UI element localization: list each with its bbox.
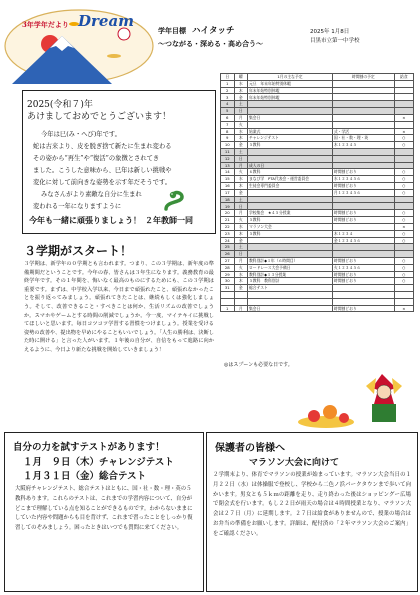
cell-day: 25 [221,244,235,251]
school-name: 目黒市立第一中学校 [310,38,360,44]
table-row [221,135,414,142]
cell-weekday: 土 [234,101,248,108]
cell-weekday [234,298,248,305]
cell-day: 3 [221,94,235,101]
cell-lunch [394,251,413,258]
cell-events: マラソン大会 [248,223,333,230]
grade-goal [158,18,304,58]
cell-events: 集会日 [248,114,333,121]
cell-weekday: 日 [234,108,248,115]
table-row [221,121,414,128]
cell-lunch [394,121,413,128]
cell-day: 1 [221,80,235,87]
cell-timetable [332,121,394,128]
cell-timetable: 木１２３４５ [332,142,394,149]
test-date-2: １月３１日（金）総合テスト [23,471,147,482]
col-header-weekday: 曜 [234,74,248,81]
cell-day: 12 [221,155,235,162]
cell-timetable [332,244,394,251]
cell-day [221,292,235,299]
cell-timetable: 時間割どおり [332,257,394,264]
cell-events: 始業式 [248,128,333,135]
cell-day: 29 [221,271,235,278]
goal-name: ハイタッチ [192,26,235,36]
cell-day: 24 [221,237,235,244]
cell-events: ５教科 [248,217,333,224]
cell-events: ５教科 教科別計 [248,278,333,285]
cell-events [248,251,333,258]
cell-day: 18 [221,196,235,203]
cell-weekday: 金 [234,189,248,196]
cell-lunch: ○ [394,189,413,196]
table-row [221,108,414,115]
cell-events: 総合テスト [248,285,333,292]
cell-timetable: 国・社・数・理・英 [332,135,394,142]
cell-timetable: 式・学活 [332,128,394,135]
cell-day: 16 [221,183,235,190]
cell-events: ５教科 [248,142,333,149]
col-header-day: 日 [221,74,235,81]
cell-day: 13 [221,162,235,169]
cell-timetable: 時間割どおり [332,183,394,190]
table-row [221,285,414,292]
january-schedule [220,73,414,312]
header-banner [4,6,154,84]
cell-lunch: ○ [394,176,413,183]
issue-info [310,28,410,46]
test-heading: 自分の力を試すテストがあります！ [13,442,165,453]
cell-lunch: ○ [394,257,413,264]
cell-lunch [394,148,413,155]
cell-weekday: 土 [234,148,248,155]
marathon-subtitle: マラソン大会に向けて [249,458,340,468]
cell-events: ５教科 [248,230,333,237]
table-row [221,128,414,135]
cell-weekday: 土 [234,196,248,203]
cell-lunch [394,203,413,210]
cell-timetable [332,196,394,203]
greeting-line: 変化に対して前向きな姿勢を示す年だそうです。 [33,179,172,186]
schedule-header-row [221,74,414,81]
cell-weekday: 日 [234,203,248,210]
cell-weekday: 木 [234,230,248,237]
cell-timetable [332,87,394,94]
cell-weekday: 火 [234,264,248,271]
cell-lunch: ○ [394,264,413,271]
cell-weekday: 水 [234,80,248,87]
schedule-note: ◎はスプーンも必要な日です。 [224,362,293,368]
cell-day: 2 [221,87,235,94]
cell-lunch [394,162,413,169]
cell-events [248,237,333,244]
table-row [221,251,414,258]
cell-timetable [332,285,394,292]
cell-timetable: 木１２３４ [332,230,394,237]
cell-weekday: 水 [234,128,248,135]
cell-day: 5 [221,108,235,115]
cell-lunch [394,80,413,87]
table-row [221,94,414,101]
greeting-signature: ２年教師一同 [145,215,193,225]
table-row [221,189,414,196]
table-row [221,101,414,108]
table-row [221,237,414,244]
cell-timetable [332,155,394,162]
cell-events: 元旦 年末年始特別休暇 [248,80,333,87]
col-header-events: 1月の主な予定 [248,74,333,81]
issue-date: 2025年 1月8日 [310,29,350,35]
newsletter-label: 3年学年だより [22,20,69,29]
cell-weekday [234,292,248,299]
greeting-line: その姿から“再生”や“復活”の象徴とされてき [33,155,160,162]
cell-lunch: ○ [394,278,413,285]
cell-lunch: ○ [394,230,413,237]
greeting-line: ました。こうした意味から、巳年は新しい挑戦や [33,167,172,174]
cell-weekday: 水 [234,223,248,230]
greeting-year: 2025(令和７)年 [27,100,93,110]
cell-timetable [332,251,394,258]
cell-weekday: 月 [234,114,248,121]
cell-day: 20 [221,210,235,217]
cell-day: 30 [221,278,235,285]
newsletter-title: Dream [78,12,135,30]
cell-events: 集会日 [248,305,333,312]
cell-weekday: 木 [234,135,248,142]
cell-lunch: ○ [394,169,413,176]
schedule-rows [221,80,414,312]
goal-label: 学年目標 [158,27,186,35]
marathon-title: 保護者の皆様へ [215,443,285,454]
cell-events [248,148,333,155]
cell-events: 成人の日 [248,162,333,169]
cell-weekday: 月 [234,257,248,264]
table-row [221,244,414,251]
marathon-body: ２学期末より、体育でマラソンの授業が始まっています。マラソン大会当日の１月２２日（水）は体操服で登校し、学校から二色ノ浜パークタウンまで歩いて向かいます。男女とも５ｋｍの距離を走り、走り終わった後はショッピングー広場で閉会式を行います。もし２２日が雨天の場合は４時間授業となり、マラソン大会は２７日（月）に延期します。２７日は給食がありませんので、授業の場合はお弁当の準備をお願いします。詳細は、配付済の「２年マラソン大会のご案内」をご確認ください。 [213,472,411,537]
marathon-notice [206,432,418,592]
col-header-timetable: 時間割の予定 [332,74,394,81]
cell-lunch [394,101,413,108]
cell-weekday: 月 [234,210,248,217]
cell-lunch [394,298,413,305]
cell-lunch [394,292,413,299]
cell-weekday: 月 [234,305,248,312]
cell-events [248,101,333,108]
table-row [221,162,414,169]
test-date-1: １月 ９日（木）チャレンジテスト [23,457,174,468]
table-row [221,203,414,210]
cell-day: 10 [221,142,235,149]
cell-timetable [332,298,394,305]
cell-lunch [394,196,413,203]
greeting-title: あけましておめでとうございます！ [27,112,172,122]
cell-day: 15 [221,176,235,183]
table-row [221,87,414,94]
cell-lunch: ○ [394,271,413,278]
cell-timetable [332,80,394,87]
cell-events [248,108,333,115]
new-year-decoration [296,366,414,430]
cell-weekday: 火 [234,217,248,224]
cell-timetable: 時間割どおり [332,169,394,176]
greeting-line: 変われる一年になりますように [33,203,122,210]
table-row [221,196,414,203]
cell-weekday: 金 [234,285,248,292]
cell-day: 28 [221,264,235,271]
test-announcement [4,432,204,592]
cell-weekday: 火 [234,121,248,128]
cell-lunch [394,285,413,292]
cell-day: 7 [221,121,235,128]
cell-events: 年末年始特別休暇 [248,94,333,101]
cell-day: 11 [221,148,235,155]
cell-weekday: 木 [234,278,248,285]
cell-weekday: 土 [234,244,248,251]
table-row [221,217,414,224]
cell-day: 27 [221,257,235,264]
cell-events: 学校集会 ★４５分授業 [248,210,333,217]
table-row [221,230,414,237]
cell-timetable: 水１２３４５６ [332,176,394,183]
cell-timetable [332,148,394,155]
cell-timetable [332,292,394,299]
cell-lunch: ○ [394,217,413,224]
cell-timetable [332,94,394,101]
cell-lunch: × [394,114,413,121]
new-year-greeting [22,90,216,234]
cell-weekday: 金 [234,94,248,101]
table-row [221,278,414,285]
greeting-line: 蛇は古来より、皮を脱ぎ捨て新たに生まれ変わる [33,143,172,150]
cell-lunch [394,244,413,251]
cell-weekday: 火 [234,169,248,176]
greeting-closing: 今年も一緒に頑張りましょう！ [29,215,141,225]
table-row [221,155,414,162]
cell-timetable: 月１２３４５６ [332,189,394,196]
cell-events: ロードレース大会予備日 [248,264,333,271]
cell-lunch: × [394,128,413,135]
cell-lunch: ○ [394,210,413,217]
cell-day: 9 [221,135,235,142]
cell-events: 教科別計◆１年（６時間目） [248,257,333,264]
cell-weekday: 木 [234,183,248,190]
cell-events [248,155,333,162]
test-body: 大阪府チャレンジテスト、総合テストはともに、国・社・数・理・英の５教科あります。これらのテストは、これまでの学習内容について、自分がどこまで理解している点を知ることができるものです。わからないままにしていた内容や問題からも目を背けず、これまで習ったことをしっかり復習してのぞみましょう。困ったときはいつでも質問に来てください。 [15,486,193,532]
cell-lunch [394,94,413,101]
cell-lunch: × [394,305,413,312]
cell-events [248,298,333,305]
cell-events: 生徒会専門委員会 [248,183,333,190]
table-row [221,142,414,149]
cell-events [248,189,333,196]
cell-day: 22 [221,223,235,230]
cell-day: 17 [221,189,235,196]
schedule-table [220,73,414,312]
cell-timetable: 時間割どおり [332,210,394,217]
cell-day [221,298,235,305]
cell-timetable [332,203,394,210]
cell-timetable [332,101,394,108]
cell-lunch: ○ [394,237,413,244]
cell-day: 31 [221,285,235,292]
cell-events: まなび学 PTA代表会・運営委員会 [248,176,333,183]
cell-timetable: 時間割どおり [332,271,394,278]
cell-weekday: 金 [234,237,248,244]
cell-weekday: 木 [234,87,248,94]
cell-events [248,292,333,299]
cell-timetable: 金１２３４５６ [332,237,394,244]
cell-weekday: 日 [234,155,248,162]
cell-day: 26 [221,251,235,258]
cell-timetable: 時間割どおり [332,217,394,224]
cell-weekday: 水 [234,271,248,278]
cell-lunch: × [394,223,413,230]
cell-lunch: ○ [394,183,413,190]
cell-weekday: 月 [234,162,248,169]
table-row [221,292,414,299]
table-row [221,223,414,230]
cell-events [248,121,333,128]
cell-day: 8 [221,128,235,135]
cell-events [248,196,333,203]
cell-events [248,244,333,251]
cell-weekday: 水 [234,176,248,183]
cell-timetable: 時間割どおり [332,278,394,285]
col-header-lunch: 給食 [394,74,413,81]
table-row [221,183,414,190]
cell-day: 19 [221,203,235,210]
goal-subtitle: ～つながる・深める・高め合う～ [158,40,263,48]
cell-day: 21 [221,217,235,224]
table-row [221,114,414,121]
cell-timetable [332,114,394,121]
cell-lunch [394,108,413,115]
cell-events [248,203,333,210]
snake-icon [161,187,187,213]
table-row [221,257,414,264]
cell-timetable [332,223,394,230]
greeting-line: 今年は巳(み・へび)年です。 [41,131,121,138]
table-row [221,264,414,271]
table-row [221,80,414,87]
greeting-line: みなさんがより素敵な自分に生まれ [41,191,142,198]
cell-weekday: 日 [234,251,248,258]
cell-day: 1 [221,305,235,312]
table-row [221,148,414,155]
term3-body: ３学期は、新学年の０学期とも言われます。つまり、この３学期は、新年度の準備期間だということです。今年の春、皆さんは３年生になります。義務教育の最終学年です。その１年間を、悔いなく最高のものにするためにも、この３学期は重要です。まずは、中学校入学以来、今日まで頑張れたこと、頑張れなかったことを振り返ってみましょう。頑張れてきたことは、継続もしくは強化しましょう。そして、改善できること・すべきことは何か、生活リズムの改善でしょうか。スマホやゲームとする時間の削減でしょうか。今一度、マイテキイに挑戦してほしいと思います。毎日コツコツ学習する習慣をつけましょう。授業を受ける姿勢の改善や、提出物を早めにやることもいいでしょう。「人生の勝利は、決断した時に開ける」と言った人がいます。１年後の自分が、自信をもって進路に向かえるように、今日より新たな挑戦を開始していきましょう！ [24,261,214,353]
cell-lunch: ○ [394,142,413,149]
cell-timetable [332,108,394,115]
table-row [221,210,414,217]
table-row [221,169,414,176]
cell-day: 23 [221,230,235,237]
cell-lunch: ○ [394,135,413,142]
term3-heading: ３学期がスタート！ [24,244,133,258]
table-row [221,176,414,183]
cell-lunch [394,155,413,162]
cell-events: 教科別計◆１３分授業 [248,271,333,278]
cell-day: 4 [221,101,235,108]
cell-lunch [394,87,413,94]
cell-events: ６教科 [248,169,333,176]
cell-timetable: 時間割どおり [332,305,394,312]
cell-day: 6 [221,114,235,121]
table-row [221,271,414,278]
table-row [221,305,414,312]
cell-day: 14 [221,169,235,176]
cell-timetable [332,162,394,169]
cell-weekday: 金 [234,142,248,149]
cell-events: チャレンジテスト [248,135,333,142]
cell-events: 年末年始特別休暇 [248,87,333,94]
table-row [221,298,414,305]
cell-timetable: 火１２３４５６ [332,264,394,271]
